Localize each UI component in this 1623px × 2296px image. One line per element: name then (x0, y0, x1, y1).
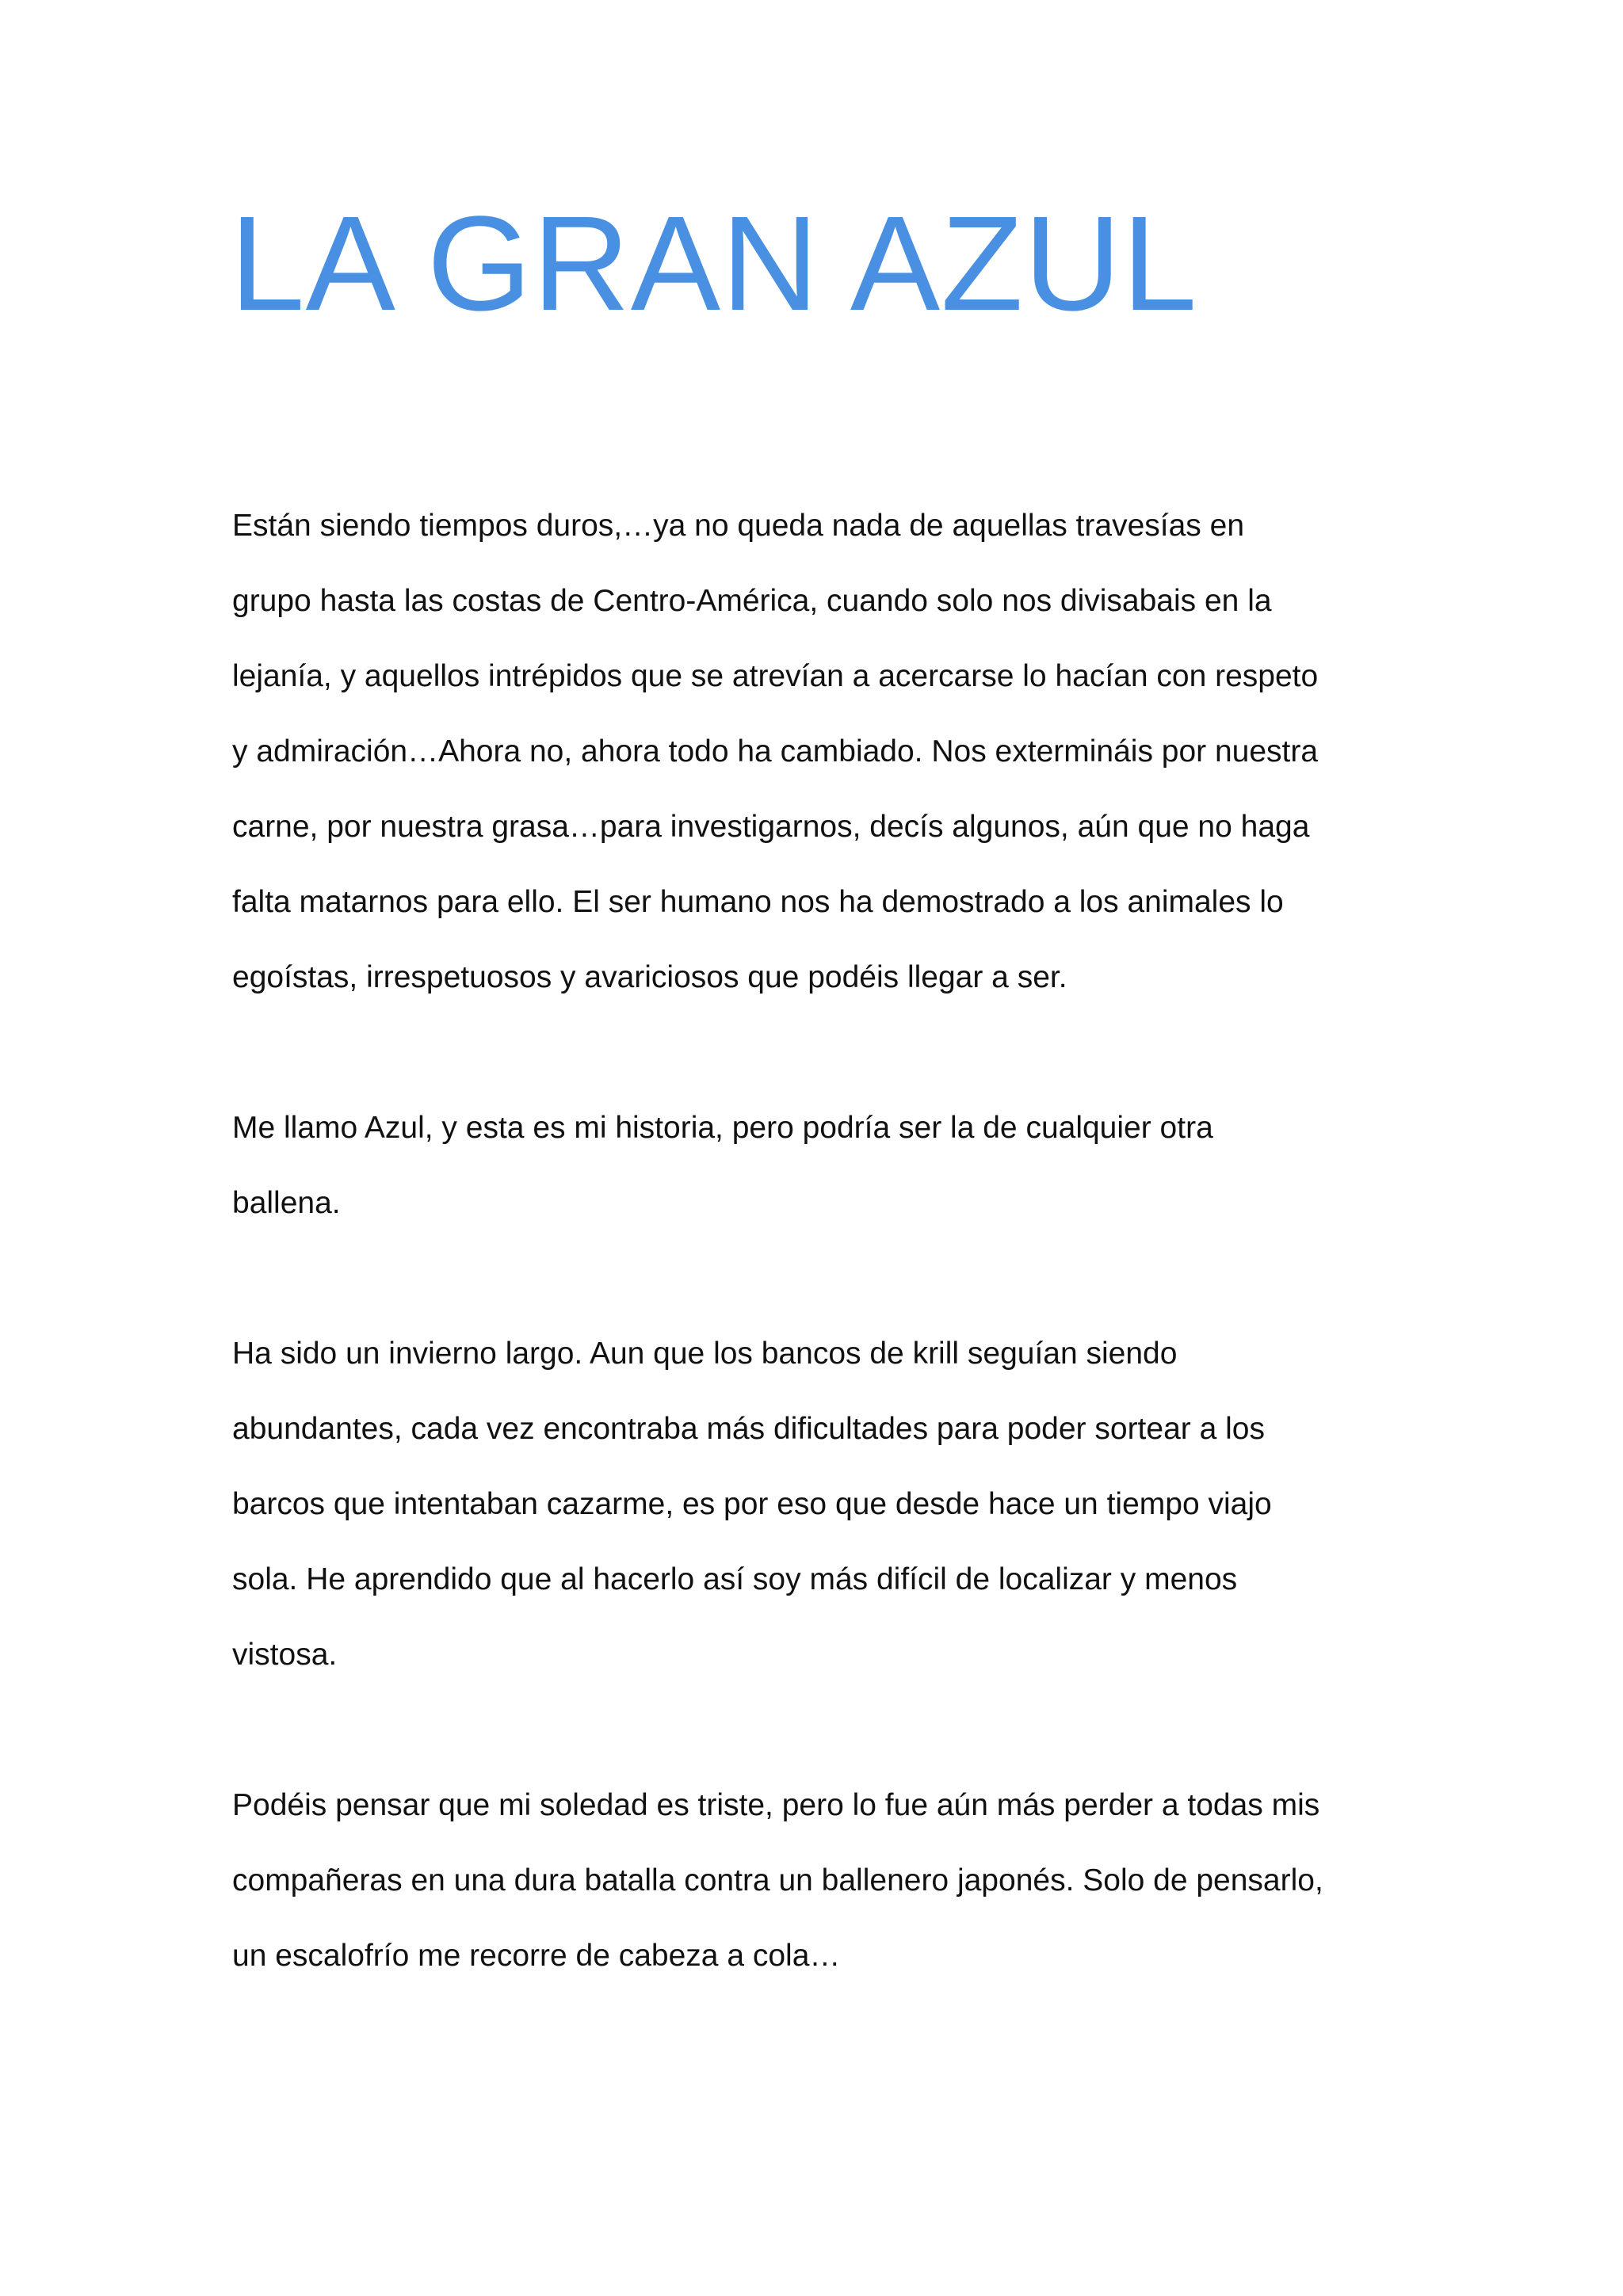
paragraph-line: un escalofrío me recorre de cabeza a cola… (232, 1939, 841, 1973)
paragraph-line: Podéis pensar que mi soledad es triste, pero lo fue aún más perder a todas mis (232, 1788, 1320, 1822)
paragraph (232, 1090, 1421, 1241)
paragraph-line: vistosa. (232, 1638, 338, 1672)
paragraph-line: y admiración…Ahora no, ahora todo ha cambiado. Nos extermináis por nuestra (232, 734, 1319, 769)
paragraph (232, 488, 1421, 1015)
paragraph-line: Me llamo Azul, y esta es mi historia, pero podría ser la de cualquier otra (232, 1111, 1213, 1145)
paragraph-line: ballena. (232, 1186, 341, 1220)
paragraph-line: grupo hasta las costas de Centro-América, cuando solo nos divisabais en la (232, 584, 1272, 618)
paragraph-line: egoístas, irrespetuosos y avariciosos que podéis llegar a ser. (232, 960, 1067, 994)
paragraph-line: falta matarnos para ello. El ser humano nos ha demostrado a los animales lo (232, 885, 1284, 919)
paragraph-line: carne, por nuestra grasa…para investigarnos, decís algunos, aún que no haga (232, 810, 1310, 844)
paragraph-line: Ha sido un invierno largo. Aun que los bancos de krill seguían siendo (232, 1337, 1178, 1371)
paragraph-line: barcos que intentaban cazarme, es por eso que desde hace un tiempo viajo (232, 1487, 1272, 1521)
paragraph-line: abundantes, cada vez encontraba más dificultades para poder sortear a los (232, 1412, 1265, 1446)
paragraph-line: compañeras en una dura batalla contra un ballenero japonés. Solo de pensarlo, (232, 1863, 1323, 1897)
paragraph-line: sola. He aprendido que al hacerlo así soy más difícil de localizar y menos (232, 1562, 1238, 1596)
paragraph-line: Están siendo tiempos duros,…ya no queda nada de aquellas travesías en (232, 509, 1245, 543)
paragraph (232, 1316, 1421, 1692)
paragraph-line: lejanía, y aquellos intrépidos que se atrevían a acercarse lo hacían con respeto (232, 659, 1319, 693)
paragraph (232, 1768, 1421, 1993)
document-body (232, 488, 1421, 2069)
document-title: LA GRAN AZUL (230, 189, 1198, 339)
